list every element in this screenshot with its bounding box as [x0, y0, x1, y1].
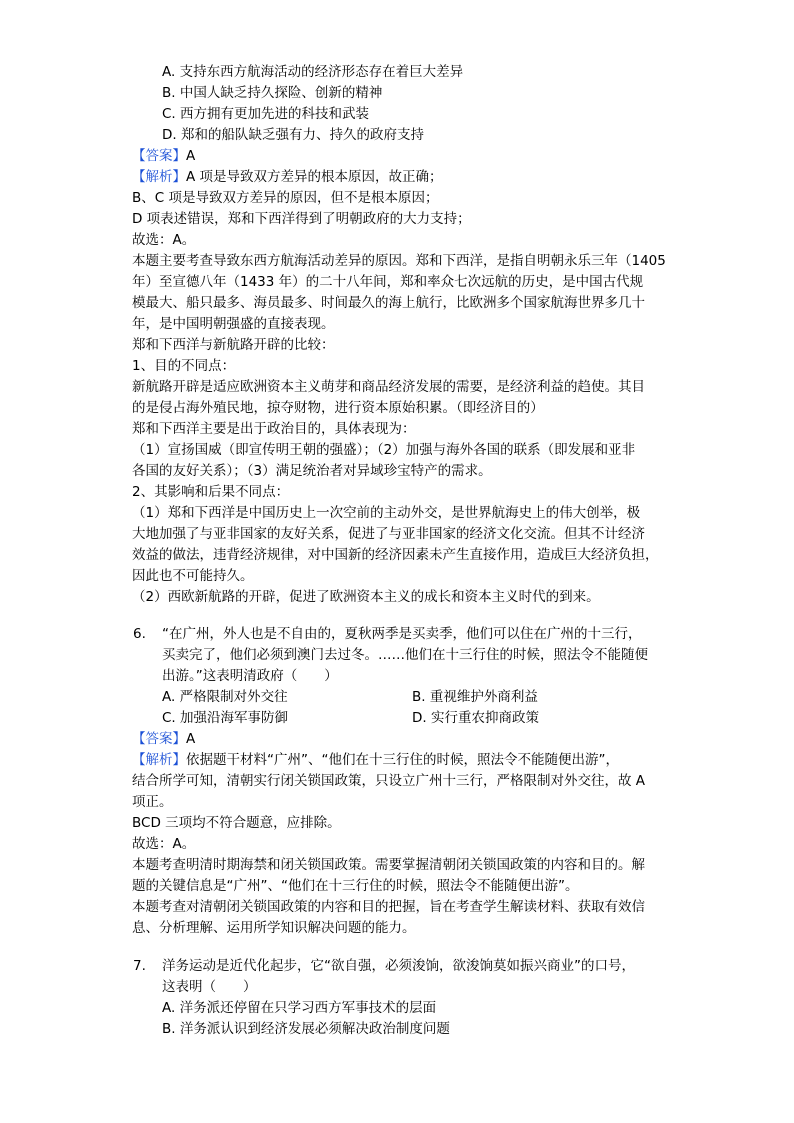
q6-answer-line	[132, 729, 195, 749]
q6-number: 6.	[133, 626, 146, 642]
q6-stem: 出游。”这表明清政府（ ）	[162, 668, 338, 684]
q6-analysis-text: 结合所学可知，清朝实行闭关锁国政策，只设立广州十三行，严格限制对外交往，故 A	[132, 773, 646, 789]
answer-value: A	[186, 731, 196, 747]
q5-analysis-text: 年）至宣德八年（1433 年）的二十八年间，郑和率众七次远航的历史，是中国古代规	[132, 274, 644, 290]
q5-analysis-text: （2）西欧新航路的开辟，促进了欧洲资本主义的成长和资本主义时代的到来。	[132, 589, 600, 605]
q6-option-b: B. 重视维护外商利益	[412, 689, 538, 705]
analysis-tag: 【解析】	[132, 752, 186, 768]
q5-analysis-text: 年，是中国明朝强盛的直接表现。	[132, 316, 335, 332]
analysis-text: A 项是导致双方差异的根本原因，故正确；	[186, 169, 443, 185]
q5-option-d: D. 郑和的船队缺乏强有力、持久的政府支持	[162, 127, 424, 143]
q5-analysis-text: 郑和下西洋主要是出于政治目的，具体表现为：	[132, 421, 416, 437]
analysis-tag: 【解析】	[132, 169, 186, 185]
q6-analysis-text: 项正。	[132, 794, 173, 810]
q7-number: 7.	[133, 958, 146, 974]
q7-stem: 洋务运动是近代化起步，它“欲自强，必须浚饷，欲浚饷莫如振兴商业”的口号，	[162, 958, 635, 974]
q6-analysis-text: 息、分析理解、运用所学知识解决问题的能力。	[132, 920, 416, 936]
q6-stem: “在广州，外人也是不自由的，夏秋两季是买卖季，他们可以住在广州的十三行，	[162, 626, 642, 642]
q5-analysis-text: 郑和下西洋与新航路开辟的比较：	[132, 337, 335, 353]
q5-analysis-text: 各国的友好关系）；（3）满足统治者对异域珍宝特产的需求。	[132, 463, 492, 479]
q5-analysis-text: B、C 项是导致双方差异的原因，但不是根本原因；	[132, 190, 439, 206]
q6-analysis-text: 题的关键信息是“广州”、“他们在十三行住的时候，照法令不能随便出游”。	[132, 878, 579, 894]
q6-option-a: A. 严格限制对外交往	[162, 689, 288, 705]
q6-analysis-text: 本题考查明清时期海禁和闭关锁国政策。需要掌握清朝闭关锁国政策的内容和目的。解	[132, 857, 645, 873]
q5-analysis-text: 本题主要考查导致东西方航海活动差异的原因。郑和下西洋，是指自明朝永乐三年（1405	[132, 253, 666, 269]
q5-analysis-text: 新航路开辟是适应欧洲资本主义萌芽和商品经济发展的需要，是经济利益的趋使。其目	[132, 379, 645, 395]
q5-option-c: C. 西方拥有更加先进的科技和武装	[162, 106, 370, 122]
q5-analysis-text: 故选：A。	[132, 232, 196, 248]
answer-tag: 【答案】	[132, 731, 186, 747]
q6-stem: 买卖完了，他们必须到澳门去过冬。……他们在十三行住的时候，照法令不能随便	[162, 647, 648, 663]
q6-analysis-text: BCD 三项均不符合题意，应排除。	[132, 815, 341, 831]
q6-analysis-text: 本题考查对清朝闭关锁国政策的内容和目的把握，旨在考查学生解读材料、获取有效信	[132, 899, 645, 915]
q6-option-c: C. 加强沿海军事防御	[162, 710, 289, 726]
q5-option-b: B. 中国人缺乏持久探险、创新的精神	[162, 85, 383, 101]
q5-answer-line	[132, 146, 195, 166]
q5-analysis-text: 大地加强了与亚非国家的友好关系，促进了与亚非国家的经济文化交流。但其不计经济	[132, 526, 645, 542]
q6-analysis-line	[132, 750, 619, 770]
q6-option-d: D. 实行重农抑商政策	[412, 710, 539, 726]
q5-analysis-text: （1）宣扬国威（即宣传明王朝的强盛）；（2）加强与海外各国的联系（即发展和亚非	[132, 442, 636, 458]
q5-analysis-text: 2、其影响和后果不同点：	[132, 484, 290, 500]
q5-option-a: A. 支持东西方航海活动的经济形态存在着巨大差异	[162, 64, 464, 80]
answer-tag: 【答案】	[132, 148, 186, 164]
q5-analysis-text: D 项表述错误，郑和下西洋得到了明朝政府的大力支持；	[132, 211, 471, 227]
q5-analysis-text: 因此也不可能持久。	[132, 568, 254, 584]
q5-analysis-line	[132, 167, 443, 187]
analysis-text: 依据题干材料“广州”、“他们在十三行住的时候，照法令不能随便出游”，	[186, 752, 619, 768]
q7-option-a: A. 洋务派还停留在只学习西方军事技术的层面	[162, 1000, 437, 1016]
q5-analysis-text: 模最大、船只最多、海员最多、时间最久的海上航行，比欧洲多个国家航海世界多几十	[132, 295, 645, 311]
q7-option-b: B. 洋务派认识到经济发展必须解决政治制度问题	[162, 1021, 450, 1037]
q6-analysis-text: 故选：A。	[132, 836, 196, 852]
answer-value: A	[186, 148, 196, 164]
q5-analysis-text: （1）郑和下西洋是中国历史上一次空前的主动外交，是世界航海史上的伟大创举，极	[132, 505, 641, 521]
q7-stem: 这表明（ ）	[162, 979, 257, 995]
q5-analysis-text: 效益的做法，违背经济规律，对中国新的经济因素未产生直接作用，造成巨大经济负担，	[132, 547, 659, 563]
q5-analysis-text: 1、目的不同点：	[132, 358, 236, 374]
q5-analysis-text: 的是侵占海外殖民地，掠夺财物，进行资本原始积累。（即经济目的）	[132, 400, 544, 416]
